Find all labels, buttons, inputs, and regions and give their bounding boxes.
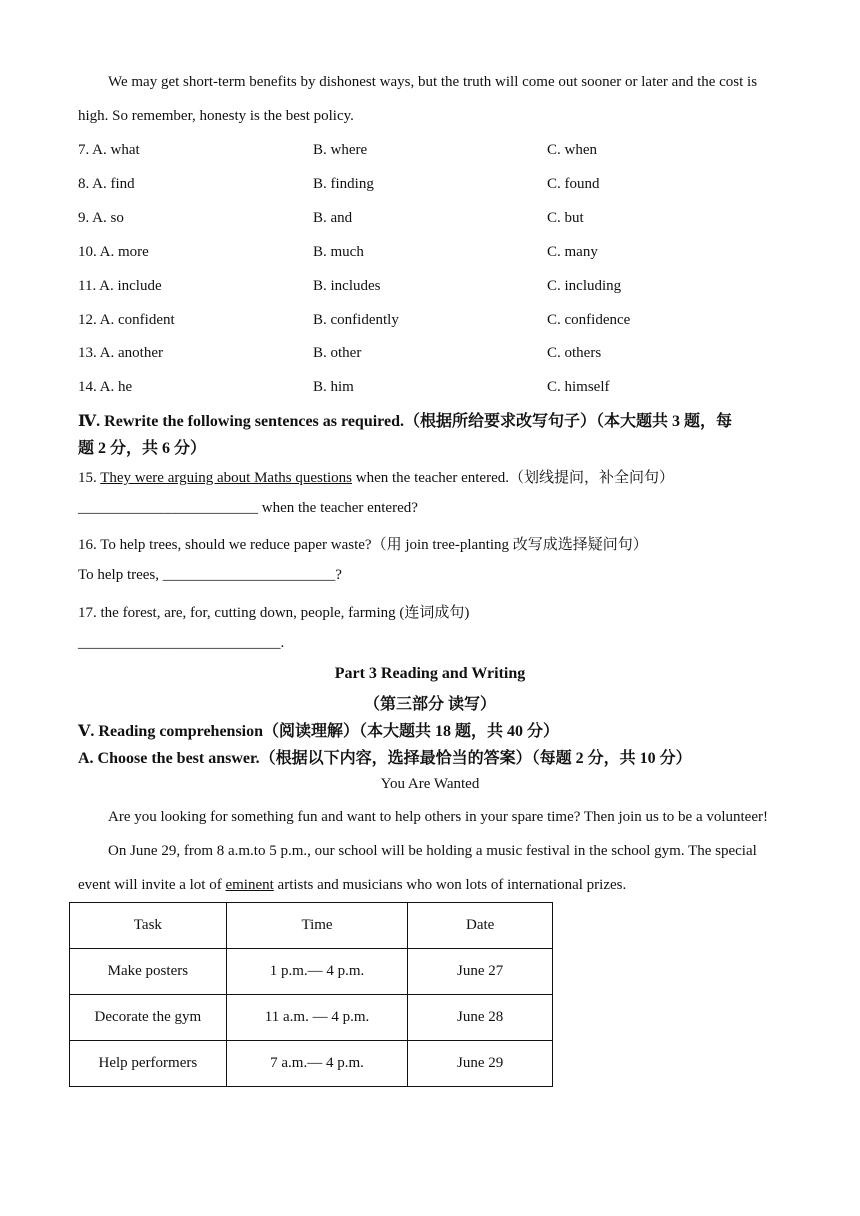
underlined-word-eminent: eminent	[225, 877, 274, 893]
q15-rest: when the teacher entered.（划线提问，补全问句）	[352, 470, 674, 486]
table-cell-date: June 28	[408, 995, 553, 1041]
table-cell-date: June 29	[408, 1041, 553, 1087]
section-4-heading-cont: 题 2 分，共 6 分）	[78, 440, 207, 457]
table-cell-time: 7 a.m.— 4 p.m.	[226, 1041, 408, 1087]
table-header-date: Date	[408, 903, 553, 949]
q15-underlined-part: They were arguing about Maths questions	[100, 470, 352, 486]
table-cell-task: Decorate the gym	[70, 995, 227, 1041]
option-8a: 8. A. find	[78, 176, 135, 192]
option-9a: 9. A. so	[78, 210, 124, 226]
passage-paragraph-2-cont	[78, 877, 626, 894]
q15-number: 15.	[78, 470, 101, 486]
table-cell-task: Help performers	[70, 1041, 227, 1087]
part-3-title: Part 3 Reading and Writing	[334, 665, 526, 682]
option-7b: B. where	[313, 142, 368, 158]
option-12a: 12. A. confident	[78, 312, 175, 328]
q17-answer-line: ___________________________.	[78, 635, 285, 651]
option-9c: C. but	[547, 210, 584, 226]
option-14c: C. himself	[547, 379, 610, 395]
question-16: 16. To help trees, should we reduce paper waste?（用 join tree-planting 改写成选择疑问句）	[78, 537, 648, 553]
option-9b: B. and	[313, 210, 353, 226]
question-15	[78, 466, 674, 487]
section-5a-heading: A. Choose the best answer.（根据以下内容，选择最恰当的答案）（每题 2 分，共 10 分）	[78, 750, 692, 767]
option-10c: C. many	[547, 244, 598, 260]
option-13b: B. other	[313, 345, 362, 361]
table-row	[70, 1041, 553, 1087]
question-17: 17. the forest, are, for, cutting down, people, farming (连词成句)	[78, 605, 470, 621]
option-7c: C. when	[547, 142, 597, 158]
option-8b: B. finding	[313, 176, 374, 192]
option-13a: 13. A. another	[78, 345, 163, 361]
option-8c: C. found	[547, 176, 600, 192]
option-11a: 11. A. include	[78, 278, 162, 294]
passage-paragraph-1: Are you looking for something fun and want to help others in your spare time? Then join us to be a volunteer!	[108, 809, 768, 825]
table-cell-date: June 27	[408, 949, 553, 995]
table-cell-task: Make posters	[70, 949, 227, 995]
volunteer-tasks-table	[69, 902, 553, 1087]
passage-title: You Are Wanted	[380, 776, 480, 792]
option-10a: 10. A. more	[78, 244, 149, 260]
table-cell-time: 1 p.m.— 4 p.m.	[226, 949, 408, 995]
option-12b: B. confidently	[313, 312, 399, 328]
table-cell-time: 11 a.m. — 4 p.m.	[226, 995, 408, 1041]
table-row	[70, 995, 553, 1041]
para3-post: artists and musicians who won lots of international prizes.	[273, 877, 627, 893]
option-10b: B. much	[313, 244, 364, 260]
part-3-subtitle: （第三部分 读写）	[363, 696, 496, 713]
table-header-time: Time	[226, 903, 408, 949]
option-11c: C. including	[547, 278, 622, 294]
para3-pre: event will invite a lot of	[78, 877, 226, 893]
intro-line-1: We may get short-term benefits by dishonest ways, but the truth will come out sooner or later and the cost is	[108, 74, 758, 90]
q16-answer-line: To help trees, _______________________?	[78, 567, 342, 583]
section-4-heading: Ⅳ. Rewrite the following sentences as required.（根据所给要求改写句子）（本大题共 3 题，每	[78, 413, 732, 430]
option-12c: C. confidence	[547, 312, 631, 328]
intro-line-2: high. So remember, honesty is the best policy.	[78, 108, 354, 124]
table-row	[70, 949, 553, 995]
passage-paragraph-2: On June 29, from 8 a.m.to 5 p.m., our school will be holding a music festival in the school gym. The special	[108, 843, 757, 859]
option-13c: C. others	[547, 345, 602, 361]
table-header-task: Task	[70, 903, 227, 949]
section-5-heading: Ⅴ. Reading comprehension（阅读理解）（本大题共 18 题，共 40 分）	[78, 723, 560, 740]
table-header-row	[70, 903, 553, 949]
option-14a: 14. A. he	[78, 379, 133, 395]
q15-answer-line: ________________________ when the teacher entered?	[78, 500, 418, 516]
option-14b: B. him	[313, 379, 354, 395]
option-11b: B. includes	[313, 278, 381, 294]
option-7a: 7. A. what	[78, 142, 140, 158]
